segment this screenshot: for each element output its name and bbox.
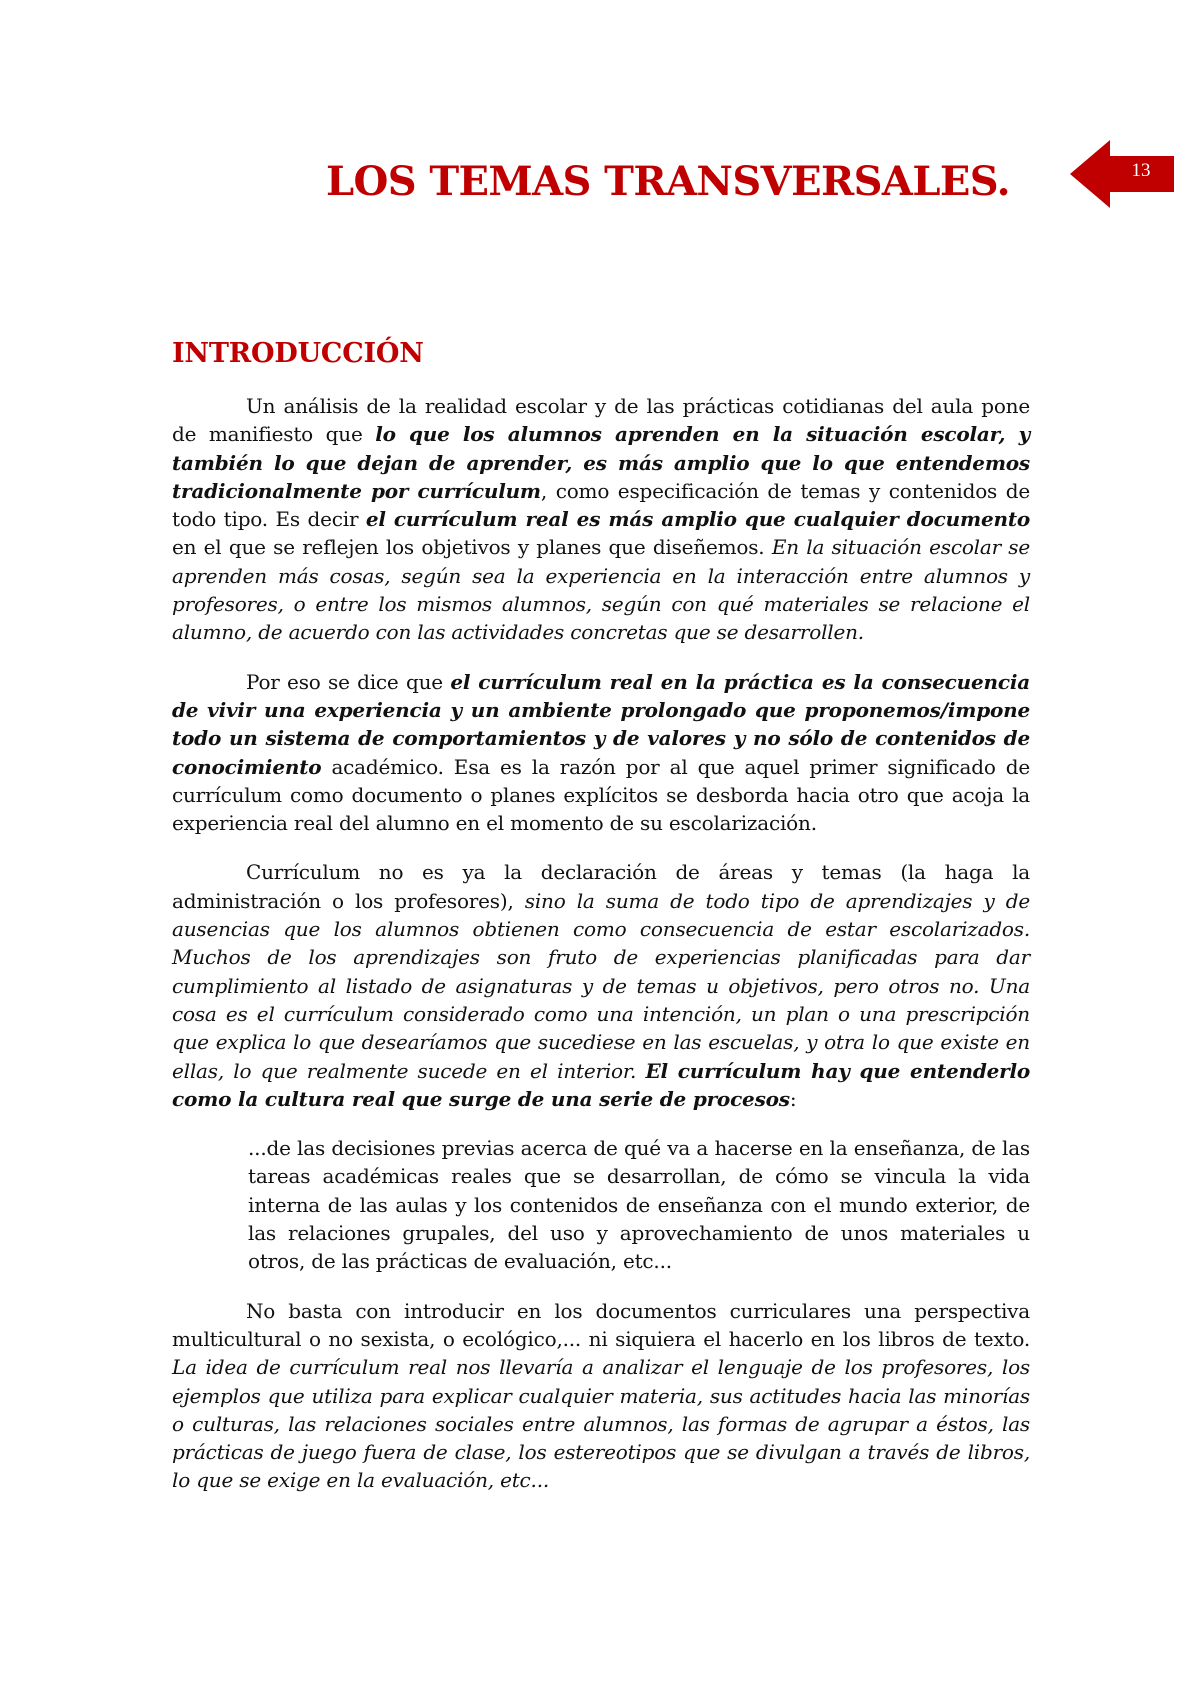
page-title: LOS TEMAS TRANSVERSALES. bbox=[326, 158, 1010, 205]
block-quote bbox=[248, 1134, 1030, 1275]
page-number: 13 bbox=[1131, 160, 1151, 181]
italic-text: En la situación escolar se aprenden más cosas, según sea la experiencia en la interacción entre alumnos y profesores, o entre los mismos alumnos, según con qué materiales se relacione el alumno, de acuerdo con las actividades concretas que se desarrollen. bbox=[172, 535, 1030, 645]
emphasis-text: el currículum real es más amplio que cualquier documento bbox=[365, 507, 1030, 532]
text-run: , como especificación de temas y contenidos de todo tipo. Es decir bbox=[172, 478, 1031, 532]
italic-text: sino la suma de todo tipo de aprendizajes y de ausencias que los alumnos obtienen como consecuencia de estar escolarizados. Muchos de los aprendizajes son fruto de experiencias planificadas para dar cumplimiento al listado de asignaturas y de temas u objetivos, pero otros no. Una cosa es el currículum considerado como una intención, un plan o una prescripción que explica lo que desearíamos que sucediese en las escuelas, y otra lo que existe en ellas, lo que realmente sucede en el interior. bbox=[172, 888, 1030, 1083]
emphasis-text: el currículum real en la práctica es la consecuencia de vivir una experiencia y un ambiente prolongado que proponemos/impone todo un sistema de comportamientos y de valores y no sólo de contenidos de conocimiento bbox=[172, 669, 1030, 779]
text-run: : bbox=[789, 1086, 797, 1111]
paragraph bbox=[172, 668, 1030, 838]
body-text bbox=[172, 392, 1030, 1516]
emphasis-text: lo que los alumnos aprenden en la situación escolar, y también lo que dejan de aprender, es más amplio que lo que entendemos tradicionalmente por currículum bbox=[172, 422, 1030, 503]
text-run: Un análisis de la realidad escolar y de las prácticas cotidianas del aula pone de manifiesto que bbox=[172, 394, 1030, 447]
paragraph bbox=[172, 858, 1030, 1113]
text-run: académico. Esa es la razón por al que aquel primer significado de currículum como documento o planes explícitos se desborda hacia otro que acoja la experiencia real del alumno en el momento de su escolarización. bbox=[172, 754, 1030, 836]
italic-text: La idea de currículum real nos llevaría a analizar el lenguaje de los profesores, los ejemplos que utiliza para explicar cualquier materia, sus actitudes hacia las minorías o culturas, las relaciones sociales entre alumnos, las formas de agrupar a éstos, las prácticas de juego fuera de clase, los estereotipos que se divulgan a través de libros, lo que se exige en la evaluación, etc... bbox=[172, 1355, 1030, 1493]
paragraph bbox=[172, 1297, 1030, 1495]
text-run: Currículum no es ya la declaración de áreas y temas (la haga la administración o los profesores), bbox=[172, 860, 1030, 913]
emphasis-text: El currículum hay que entenderlo como la cultura real que surge de una serie de procesos bbox=[172, 1058, 1030, 1111]
text-run: en el que se reflejen los objetivos y planes que diseñemos. bbox=[172, 535, 772, 560]
section-heading: INTRODUCCIÓN bbox=[172, 338, 424, 369]
text-run: Por eso se dice que bbox=[246, 669, 451, 694]
text-run: No basta con introducir en los documentos curriculares una perspectiva multicultural o no sexista, o ecológico,... ni siquiera el hacerlo en los libros de texto. bbox=[172, 1298, 1030, 1351]
page-number-badge bbox=[1070, 140, 1174, 208]
paragraph bbox=[172, 392, 1030, 647]
text-run: ...de las decisiones previas acerca de qué va a hacerse en la enseñanza, de las tareas académicas reales que se desarrollan, de cómo se vincula la vida interna de las aulas y los contenidos de enseñanza con el mundo exterior, de las relaciones grupales, del uso y aprovechamiento de unos materiales u otros, de las prácticas de evaluación, etc... bbox=[248, 1136, 1030, 1274]
